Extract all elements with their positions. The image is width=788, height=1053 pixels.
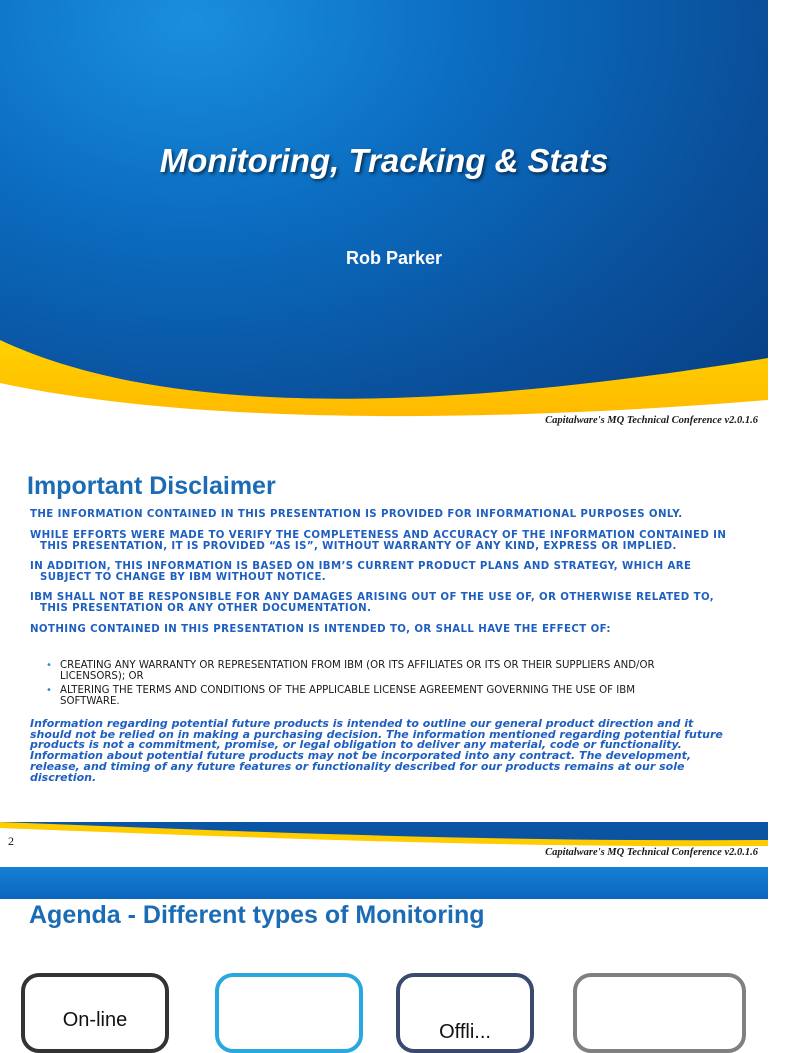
disclaimer-paragraph bbox=[30, 625, 742, 636]
list-item bbox=[46, 686, 736, 707]
future-products-note bbox=[30, 719, 746, 783]
author-name: Rob Parker bbox=[345, 248, 443, 268]
disclaimer-bullet-list bbox=[46, 661, 736, 711]
disclaimer-slide bbox=[0, 465, 768, 867]
bullet-icon: • bbox=[46, 685, 52, 696]
bullet-line: ALTERING THE TERMS AND CONDITIONS OF THE APPLICABLE LICENSE AGREEMENT GOVERNING THE USE OF IBM bbox=[60, 685, 635, 696]
note-line: Information regarding potential future products is intended to outline our general product direction and it bbox=[30, 717, 694, 730]
note-line: should not be relied on in making a purchasing decision. The information mentioned regarding potential future bbox=[30, 727, 723, 741]
disclaimer-paragraph bbox=[30, 510, 742, 521]
slide-header-band bbox=[0, 867, 768, 899]
disclaimer-paragraph bbox=[30, 593, 742, 614]
note-line: Information about potential future products may not be incorporated into any contract. The development, bbox=[30, 749, 692, 763]
agenda-box-label: Offli... bbox=[439, 1021, 491, 1043]
title-slide bbox=[0, 0, 768, 432]
disclaimer-line: THIS PRESENTATION OR ANY OTHER DOCUMENTATION. bbox=[40, 602, 372, 614]
agenda-box-online bbox=[21, 973, 169, 1053]
bullet-line: LICENSORS); OR bbox=[60, 670, 144, 682]
conference-footer: Capitalware's MQ Technical Conference v2.0.1.6 bbox=[545, 847, 758, 858]
note-line: release, and timing of any future features or functionality described for our products remains at our sole bbox=[30, 759, 685, 773]
disclaimer-line: IN ADDITION, THIS INFORMATION IS BASED ON IBM’S CURRENT PRODUCT PLANS AND STRATEGY, WHICH ARE bbox=[30, 561, 692, 572]
disclaimer-line: THE INFORMATION CONTAINED IN THIS PRESENTATION IS PROVIDED FOR INFORMATIONAL PURPOSES ONLY. bbox=[30, 509, 683, 520]
list-item bbox=[46, 661, 736, 682]
agenda-box-2 bbox=[215, 973, 363, 1053]
agenda-box-4 bbox=[573, 973, 746, 1053]
disclaimer-line: NOTHING CONTAINED IN THIS PRESENTATION IS INTENDED TO, OR SHALL HAVE THE EFFECT OF: bbox=[30, 624, 611, 635]
note-line: products is not a commitment, promise, or legal obligation to deliver any material, code or functionality. bbox=[30, 738, 682, 752]
disclaimer-line: THIS PRESENTATION, IT IS PROVIDED “AS IS”, WITHOUT WARRANTY OF ANY KIND, EXPRESS OR IMPLIED. bbox=[40, 540, 677, 552]
yellow-swoosh-decoration bbox=[0, 822, 768, 868]
disclaimer-line: WHILE EFFORTS WERE MADE TO VERIFY THE COMPLETENESS AND ACCURACY OF THE INFORMATION CONTAINED IN bbox=[30, 530, 727, 541]
bullet-icon: • bbox=[46, 660, 52, 671]
slide-separator bbox=[0, 432, 768, 465]
bullet-line: SOFTWARE. bbox=[60, 695, 120, 707]
disclaimer-paragraph bbox=[30, 562, 742, 583]
agenda-slide bbox=[0, 899, 768, 1043]
yellow-swoosh-decoration bbox=[0, 0, 768, 432]
conference-footer: Capitalware's MQ Technical Conference v2.0.1.6 bbox=[545, 415, 758, 426]
agenda-box-label: On-line bbox=[62, 1009, 128, 1031]
slide-title: Monitoring, Tracking & Stats bbox=[159, 142, 609, 179]
agenda-heading: Agenda - Different types of Monitoring bbox=[29, 901, 485, 929]
disclaimer-heading: Important Disclaimer bbox=[27, 472, 276, 500]
disclaimer-line: IBM SHALL NOT BE RESPONSIBLE FOR ANY DAMAGES ARISING OUT OF THE USE OF, OR OTHERWISE RELATED TO, bbox=[30, 592, 715, 603]
note-line: discretion. bbox=[30, 770, 97, 784]
slide-footer-band bbox=[0, 822, 768, 868]
disclaimer-line: SUBJECT TO CHANGE BY IBM WITHOUT NOTICE. bbox=[40, 571, 327, 583]
bullet-line: CREATING ANY WARRANTY OR REPRESENTATION FROM IBM (OR ITS AFFILIATES OR ITS OR THEIR SUPPLIERS AND/OR bbox=[60, 660, 655, 671]
agenda-box-offline bbox=[396, 973, 534, 1053]
disclaimer-paragraph bbox=[30, 531, 742, 552]
page-number: 2 bbox=[8, 834, 14, 848]
